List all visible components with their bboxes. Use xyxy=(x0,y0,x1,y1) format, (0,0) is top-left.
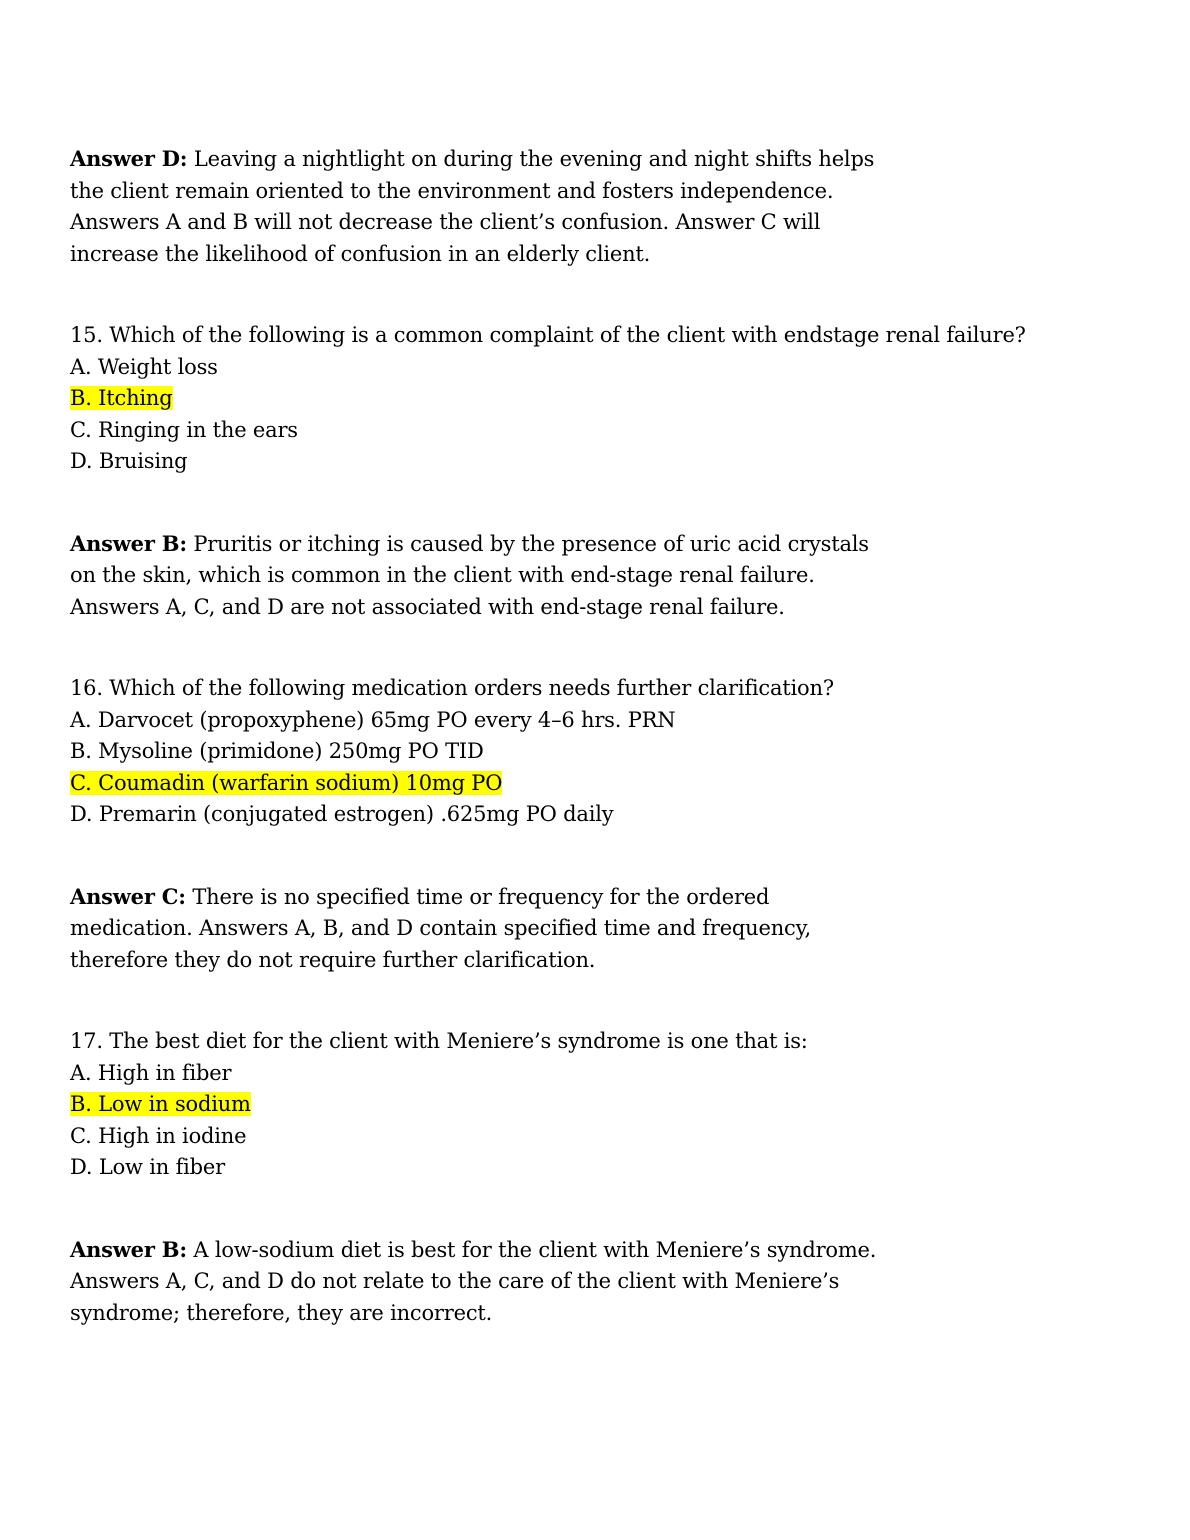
option-c xyxy=(70,768,1150,800)
answer-line xyxy=(70,143,1150,176)
option-a: A. High in fiber xyxy=(70,1060,232,1085)
answer-line: the client remain oriented to the environment and fosters independence. xyxy=(70,178,834,203)
highlighted-answer: B. Itching xyxy=(70,386,173,410)
answer-text: Pruritis or itching is caused by the presence of uric acid crystals xyxy=(186,531,869,556)
answer-line xyxy=(70,528,1150,561)
option-a: A. Weight loss xyxy=(70,354,218,379)
option-d: D. Bruising xyxy=(70,449,188,473)
answer-line xyxy=(70,1234,1150,1267)
option-d: D. Premarin (conjugated estrogen) .625mg PO daily xyxy=(70,802,614,826)
answer-text: There is no specified time or frequency for the ordered xyxy=(185,884,770,909)
answer-label: Answer D: xyxy=(70,146,188,171)
answer-line: Answers A, C, and D are not associated with end-stage renal failure. xyxy=(70,594,785,619)
option-b xyxy=(70,1089,1150,1121)
question-15 xyxy=(70,320,1150,478)
question-17 xyxy=(70,1026,1150,1184)
answer-line xyxy=(70,881,1150,914)
question-text: 16. Which of the following medication orders needs further clarification? xyxy=(70,676,834,700)
answer-line: medication. Answers A, B, and D contain specified time and frequency, xyxy=(70,916,811,940)
answer-label: Answer C: xyxy=(70,883,186,909)
answer-15-explanation xyxy=(70,528,1150,624)
answer-label: Answer B: xyxy=(70,530,187,556)
option-b xyxy=(70,383,1150,415)
answer-line: increase the likelihood of confusion in an elderly client. xyxy=(70,241,651,266)
answer-14-explanation xyxy=(70,143,1150,270)
highlighted-answer: C. Coumadin (warfarin sodium) 10mg PO xyxy=(70,770,503,795)
answer-16-explanation xyxy=(70,881,1150,977)
document-page xyxy=(70,143,1150,1329)
question-16 xyxy=(70,673,1150,831)
answer-text: A low-sodium diet is best for the client with Meniere’s syndrome. xyxy=(186,1237,877,1262)
highlighted-answer: B. Low in sodium xyxy=(70,1092,251,1116)
option-c: C. High in iodine xyxy=(70,1123,247,1148)
question-text: 17. The best diet for the client with Meniere’s syndrome is one that is: xyxy=(70,1029,808,1053)
option-b: B. Mysoline (primidone) 250mg PO TID xyxy=(70,739,484,763)
option-a: A. Darvocet (propoxyphene) 65mg PO every 4–6 hrs. PRN xyxy=(70,707,676,732)
answer-line: Answers A, C, and D do not relate to the care of the client with Meniere’s xyxy=(70,1269,840,1293)
option-d: D. Low in fiber xyxy=(70,1155,225,1179)
answer-text: Leaving a nightlight on during the evening and night shifts helps xyxy=(187,147,875,171)
option-c: C. Ringing in the ears xyxy=(70,417,298,442)
answer-line: on the skin, which is common in the client with end-stage renal failure. xyxy=(70,563,815,587)
answer-line: Answers A and B will not decrease the client’s confusion. Answer C will xyxy=(70,210,821,234)
answer-line: therefore they do not require further clarification. xyxy=(70,947,596,972)
question-text: 15. Which of the following is a common complaint of the client with endstage renal failure? xyxy=(70,323,1026,347)
answer-17-explanation xyxy=(70,1234,1150,1330)
answer-line: syndrome; therefore, they are incorrect. xyxy=(70,1300,493,1325)
answer-label: Answer B: xyxy=(70,1236,187,1262)
